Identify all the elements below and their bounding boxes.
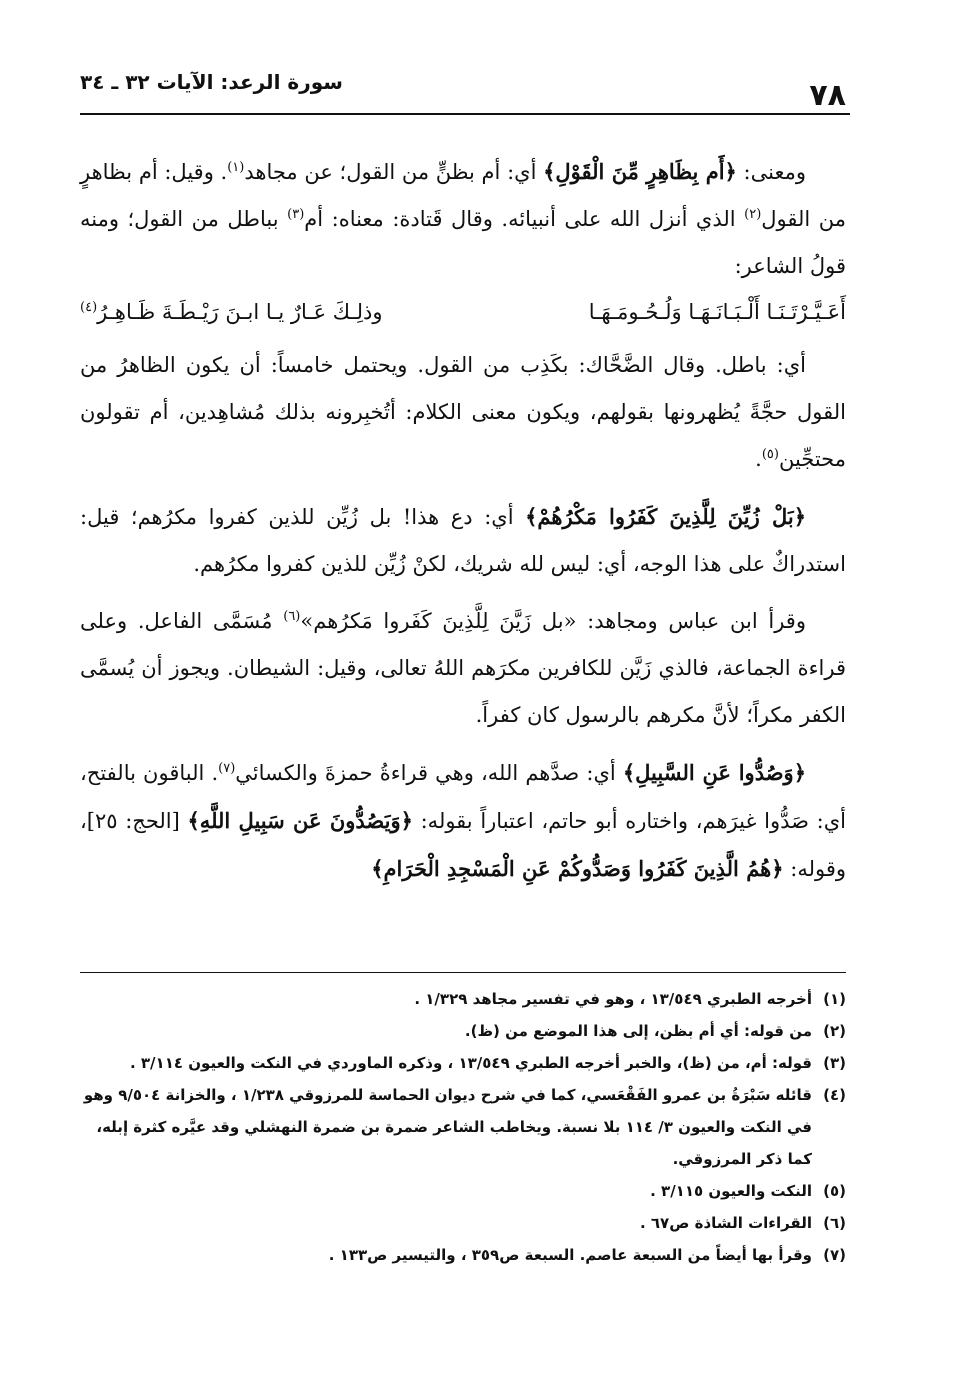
text-run: الذي أنزل الله على أنبيائه. وقال قَتادة: معناه: أم [304, 207, 745, 231]
paragraph-5 [80, 749, 846, 893]
quran-quote: ﴿أَم بِظَاهِرٍ مِّنَ الْقَوْلِ﴾ [543, 159, 737, 184]
footnotes [80, 983, 846, 1271]
footnote-7 [80, 1239, 846, 1271]
verse-first-hemistich: أَعَـيَّـرْتَـنَـا أَلْـبَـانَـهَـا وَلُـحُـومَـهَـا [588, 300, 846, 324]
paragraph-3 [80, 493, 846, 588]
footnote-6 [80, 1207, 846, 1239]
paragraph-2 [80, 342, 846, 483]
footnote-3 [80, 1047, 846, 1079]
main-text [80, 148, 846, 893]
paragraph-4 [80, 598, 846, 739]
verse-text: وذلِـكَ عَـارٌ يـا ابـنَ رَيْـطَـةَ ظَـاهِـرُ [97, 300, 383, 324]
text-run: بباطل من القول؛ ومنه قولُ الشاعر: [80, 207, 846, 278]
text-run: أي: دع هذا! بل زُيِّن للذين كفروا مكرُهم؛ قيل: استدراكٌ على هذا الوجه، أي: ليس لله شريك، لكنْ زُيِّن للذين كفروا مكرُهم. [80, 505, 846, 576]
running-title: سورة الرعد: الآيات ٣٢ ـ ٣٤ [80, 70, 343, 94]
footnote-ref[interactable]: (١) [227, 160, 245, 175]
quran-quote: ﴿هُمُ الَّذِينَ كَفَرُوا وَصَدُّوكُمْ عَنِ الْمَسْجِدِ الْحَرَامِ﴾ [371, 856, 784, 881]
footnote-ref[interactable]: (٤) [80, 300, 98, 315]
footnote-2 [80, 1015, 846, 1047]
footnote-text: القراءات الشاذة ص٦٧ . [639, 1214, 812, 1232]
footnote-number: (٧) [823, 1246, 846, 1264]
footnote-5 [80, 1175, 846, 1207]
footnote-ref[interactable]: (٢) [744, 207, 762, 222]
footnote-number: (٦) [823, 1214, 846, 1232]
quran-quote: ﴿بَلْ زُيِّنَ لِلَّذِينَ كَفَرُوا مَكْرُهُمْ﴾ [525, 504, 806, 529]
footnote-1 [80, 983, 846, 1015]
footnote-text: أخرجه الطبري ١٣/٥٤٩ ، وهو في تفسير مجاهد ١/٣٢٩ . [414, 990, 812, 1008]
footnote-text: من قوله: أي أم بظن، إلى هذا الموضع من (ظ). [464, 1022, 812, 1040]
text-run: وقرأ ابن عباس ومجاهد: «بل زَيَّنَ لِلَّذِينَ كَفَروا مَكرُهم» [300, 609, 806, 633]
footnote-number: (٢) [823, 1022, 846, 1040]
text-run: . الباقون بالفتح، أي: صَدُّوا غيرَهم، واختاره أبو حاتم، اعتباراً بقوله: [80, 761, 846, 833]
footnote-text: قائله سَبْرَةُ بن عمرو الفَقْعَسي، كما في شرح ديوان الحماسة للمرزوقي ١/٢٣٨ ، والخزانة ٩/٥٠٤ وهو في النكت والعيون ٣/ ١١٤ بلا نسبة. ويخاطب الشاعر ضمرة بن ضمرة النهشلي وقد عيَّره كثرة إبله، كما ذكر المرزوقي. [83, 1086, 812, 1168]
footnote-text: النكت والعيون ٣/١١٥ . [650, 1182, 812, 1200]
quran-quote: ﴿وَصُدُّوا عَنِ السَّبِيلِ﴾ [622, 760, 807, 785]
footnote-text: وقرأ بها أيضاً من السبعة عاصم. السبعة ص٣٥٩ ، والتيسير ص١٣٣ . [328, 1246, 812, 1264]
text-run: أي: أم بظنٍّ من القول؛ عن مجاهد [244, 160, 544, 184]
quran-quote: ﴿وَيَصُدُّونَ عَن سَبِيلِ اللَّهِ﴾ [187, 808, 413, 833]
footnote-ref[interactable]: (٧) [218, 761, 236, 776]
text-run: ومعنى: [736, 160, 806, 184]
poetry-verse [80, 290, 846, 334]
text-run: [الحج: ٢٥]، وقوله: [80, 809, 846, 881]
footnote-number: (١) [823, 990, 846, 1008]
footnote-number: (٥) [823, 1182, 846, 1200]
paragraph-1 [80, 148, 846, 290]
footnote-number: (٣) [823, 1054, 846, 1072]
page-number: ٧٨ [809, 78, 846, 113]
footnote-4 [80, 1079, 846, 1175]
verse-second-hemistich [80, 290, 383, 334]
text-run: مُسَمَّى الفاعل. وعلى قراءة الجماعة، فالذي زَيَّن للكافرين مكرَهم اللهُ تعالى، وقيل: الشيطان. ويجوز أن يُسمَّى الكفر مكراً؛ لأنَّ مكرهم بالرسول كان كفراً. [80, 609, 846, 727]
text-run: أي: باطل. وقال الضَّحَّاك: بكَذِب من القول. ويحتمل خامساً: أن يكون الظاهرُ من القول حجَّةً يُظهرونها بقولهم، ويكون معنى الكلام: أتُخبِرونه بذلك مُشاهِدين، أم تقولون محتجِّين [80, 353, 846, 471]
page-header [80, 66, 850, 113]
footnote-text: قوله: أم، من (ظ)، والخبر أخرجه الطبري ١٣/٥٤٩ ، وذكره الماوردي في النكت والعيون ٣/١١٤ . [129, 1054, 812, 1072]
text-run: . [755, 447, 762, 471]
footnote-number: (٤) [823, 1086, 846, 1104]
footnote-ref[interactable]: (٦) [283, 609, 301, 624]
footnote-ref[interactable]: (٣) [287, 207, 305, 222]
footnote-rule [80, 972, 846, 973]
footnote-ref[interactable]: (٥) [761, 447, 779, 462]
text-run: . وقيل: أم بظاهرٍ من القول [80, 160, 847, 231]
text-run: أي: صدَّهم الله، وهي قراءةُ حمزةَ والكسائي [235, 761, 623, 785]
header-rule [80, 113, 850, 115]
